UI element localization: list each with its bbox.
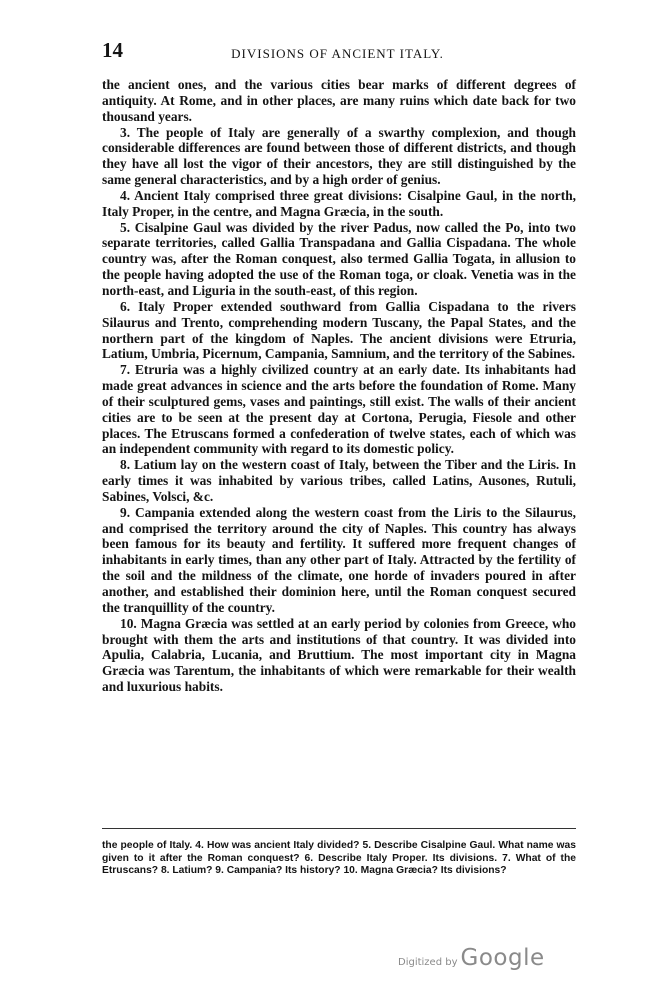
- paragraph-continuation: the ancient ones, and the various cities bear marks of different degrees of antiquity. At Rome, and in other places, are many ruins which date back for two thousand years.: [102, 77, 576, 124]
- running-head: DIVISIONS OF ANCIENT ITALY.: [231, 46, 444, 61]
- paragraph-7: 7. Etruria was a highly civilized country at an early date. Its inhabitants had made great advances in science and the arts before the foundation of Rome. Many of their sculptured gems, vases and paintings, still exist. The walls of their ancient cities are to be seen at the present day at Cortona, Perugia, Fiesole and other places. The Etruscans formed a confederation of twelve states, each of which was an independent community with regard to its domestic policy.: [102, 362, 576, 457]
- watermark-prefix: Digitized by: [398, 957, 458, 968]
- google-logo: Google: [460, 945, 545, 971]
- paragraph-5: 5. Cisalpine Gaul was divided by the river Padus, now called the Po, into two separate territories, called Gallia Transpadana and Gallia Cispadana. The whole country was, after the Roman conquest, also termed Gallia Togata, in allusion to the people having adopted the use of the Roman toga, or cloak. Venetia was in the north-east, and Liguria in the south-east, of this region.: [102, 219, 576, 298]
- digitization-watermark: [398, 945, 545, 971]
- paragraph-6: 6. Italy Proper extended southward from Gallia Cispadana to the rivers Silaurus and Trento, comprehending modern Tuscany, the Papal States, and the northern part of the kingdom of Naples. The ancient divisions were Etruria, Latium, Umbria, Picernum, Campania, Samnium, and the territory of the Sabines.: [102, 298, 576, 362]
- paragraph-10: 10. Magna Græcia was settled at an early period by colonies from Greece, who brought with them the arts and institutions of that country. It was divided into Apulia, Calabria, Lucania, and Bruttium. The most important city in Magna Græcia was Tarentum, the inhabitants of which were remarkable for their wealth and luxurious habits.: [102, 615, 576, 695]
- page-header: [102, 38, 573, 66]
- paragraph-3: 3. The people of Italy are generally of a swarthy complexion, and though considerable differences are found between those of different districts, and though they have all lost the vigor of their ancestors, they are still distinguished by the same general characteristics, and by a high order of genius.: [102, 124, 576, 188]
- paragraph-8: 8. Latium lay on the western coast of Italy, between the Tiber and the Liris. In early times it was inhabited by various tribes, called Latins, Ausones, Rutuli, Sabines, Volsci, &c.: [102, 457, 576, 504]
- footnote-divider: [102, 828, 576, 829]
- footnote-questions: the people of Italy. 4. How was ancient Italy divided? 5. Describe Cisalpine Gaul. What name was given to it after the Roman conquest? 6. Describe Italy Proper. Its divisions. 7. What of the Etruscans? 8. Latium? 9. Campania? Its history? 10. Magna Græcia? Its divisions?: [102, 840, 576, 876]
- paragraph-4: 4. Ancient Italy comprised three great divisions: Cisalpine Gaul, in the north, Italy Proper, in the centre, and Magna Græcia, in the south.: [102, 187, 576, 219]
- body-text: [102, 77, 576, 695]
- paragraph-9: 9. Campania extended along the western coast from the Liris to the Silaurus, and comprised the territory around the city of Naples. This country has always been famous for its beauty and fertility. It suffered more frequent changes of inhabitants in early times, than any other part of Italy. Attracted by the fertility of the soil and the mildness of the climate, one horde of invaders poured in after another, and established their dominion here, until the Roman conquest secured the tranquillity of the country.: [102, 504, 576, 615]
- page-number: 14: [102, 38, 123, 62]
